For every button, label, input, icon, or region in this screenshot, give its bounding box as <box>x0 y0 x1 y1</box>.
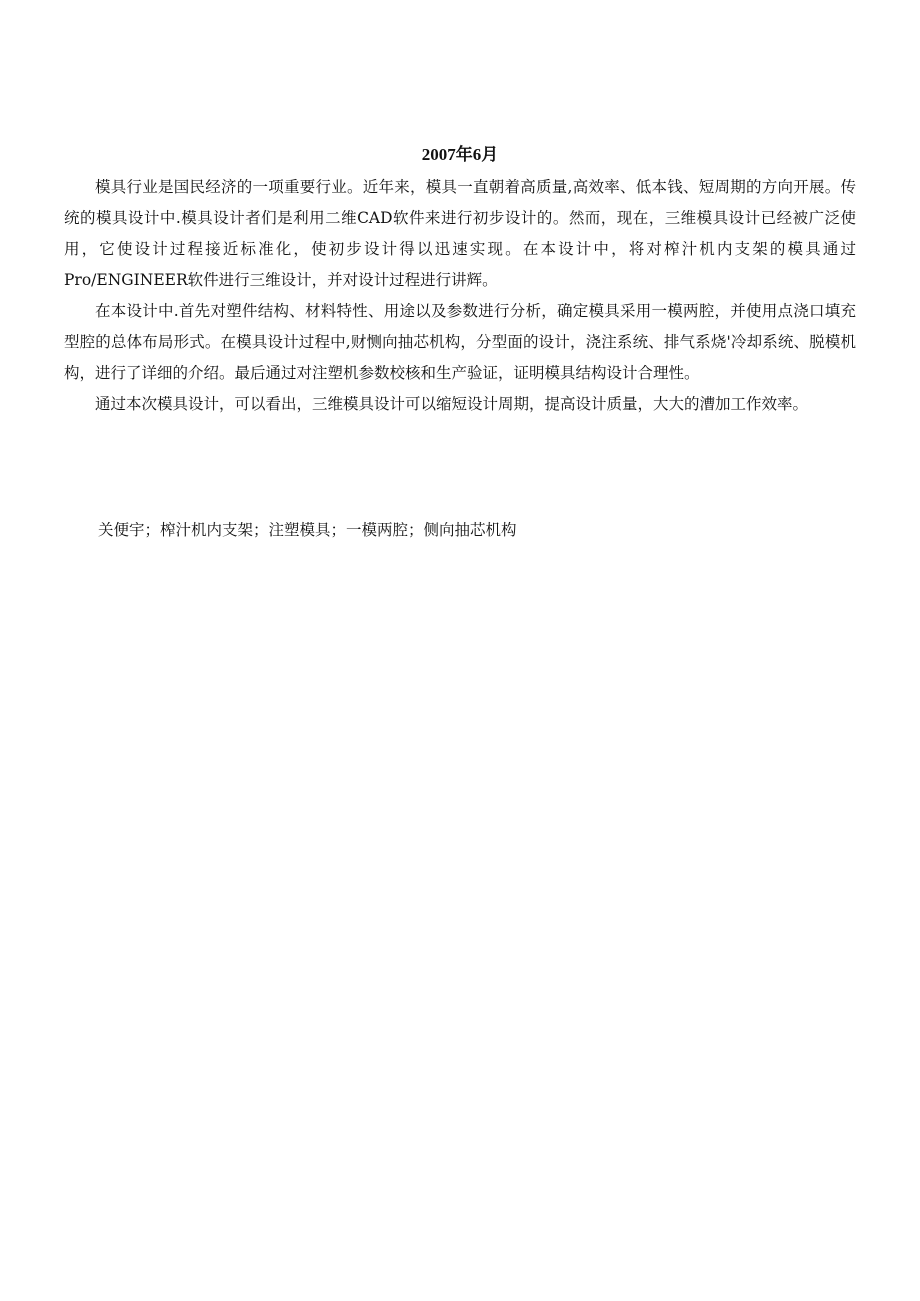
paragraph-2: 在本设计中.首先对塑件结构、材料特性、用途以及参数进行分析，确定模具采用一模两腔，并使用点浇口填充型腔的总体布局形式。在模具设计过程中,财恻向抽芯机构，分型面的设计，浇注系统、排气系烧'冷却系统、脱模机构，进行了详细的介绍。最后通过对注塑机参数校核和生产验证，证明模具结构设计合理性。 <box>64 302 856 382</box>
keywords-line: 关便宇；榨汁机内支架；注塑模具；一模两腔；侧向抽芯机构 <box>98 521 517 539</box>
abstract-body <box>64 172 856 420</box>
paragraph-1: 模具行业是国民经济的一项重要行业。近年来，模具一直朝着高质量,高效率、低本钱、短周期的方向开展。传统的模具设计中.模具设计者们是利用二维CAD软件来进行初步设计的。然而，现在，三维模具设计已经被广泛使用，它使设计过程接近标准化，使初步设计得以迅速实现。在本设计中，将对榨汁机内支架的模具通过Pro/ENGINEER软件进行三维设计，并对设计过程进行讲辉。 <box>64 178 856 289</box>
paragraph-3: 通过本次模具设计，可以看出，三维模具设计可以缩短设计周期，提高设计质量，大大的漕加工作效率。 <box>95 395 809 413</box>
document-date: 2007年6月 <box>421 145 499 164</box>
